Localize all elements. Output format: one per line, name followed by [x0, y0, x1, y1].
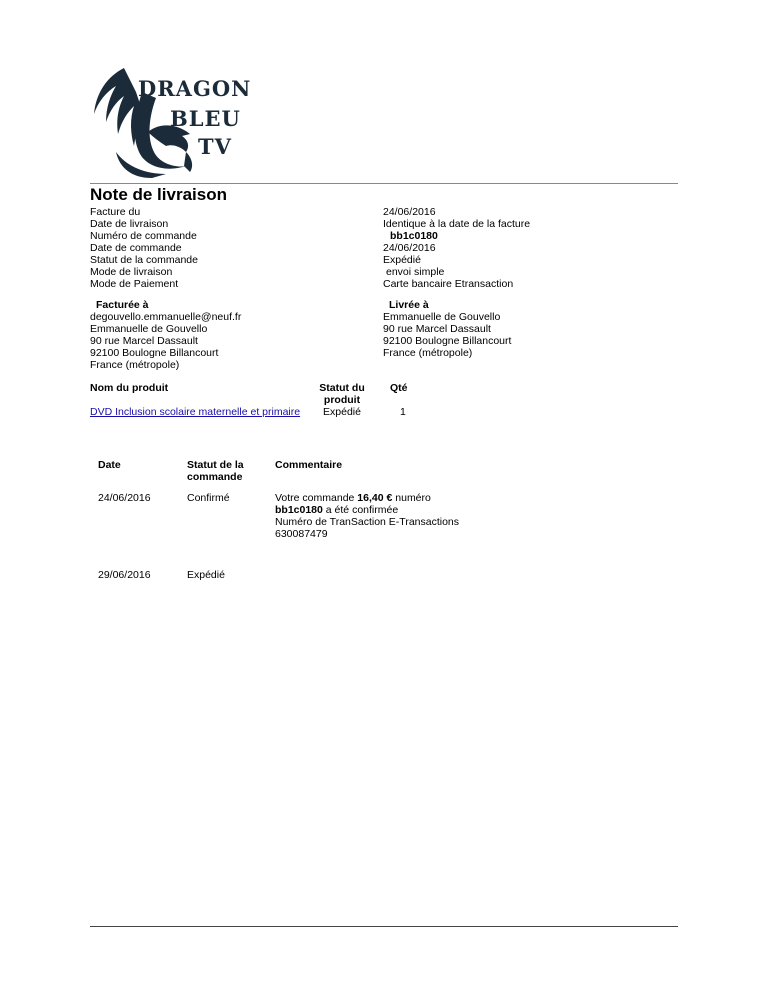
comment-amount: 16,40 € [357, 492, 393, 504]
product-qty-header: Qté [390, 382, 408, 394]
page-title: Note de livraison [90, 185, 227, 204]
history-row-date: 29/06/2016 [98, 569, 151, 581]
billing-line: Emmanuelle de Gouvello [90, 323, 208, 335]
product-status-header-line1: Statut du [319, 382, 365, 394]
comment-text: numéro [392, 492, 431, 504]
value-order-date: 24/06/2016 [383, 242, 436, 254]
label-order-status: Statut de la commande [90, 254, 198, 266]
billing-line: 92100 Boulogne Billancourt [90, 347, 219, 359]
value-delivery-mode: envoi simple [386, 266, 445, 278]
product-link[interactable]: DVD Inclusion scolaire maternelle et primaire [90, 406, 301, 418]
order-info-values [383, 206, 530, 290]
shipping-line: France (métropole) [383, 347, 473, 359]
value-invoice-date: 24/06/2016 [383, 206, 436, 218]
history-date-header: Date [98, 459, 121, 471]
history-status-header-line2: commande [187, 471, 243, 483]
history-row-date: 24/06/2016 [98, 492, 151, 504]
bottom-divider [90, 926, 678, 927]
shipping-address [383, 299, 511, 359]
top-divider [90, 183, 678, 184]
comment-transaction-number: 630087479 [275, 528, 328, 540]
dragon-bleu-logo [86, 62, 256, 182]
logo-line-1: DRAGON [138, 76, 252, 101]
order-info-labels [90, 206, 198, 290]
history-status-header-line1: Statut de la [187, 459, 244, 471]
comment-transaction-label: Numéro de TranSaction E-Transactions [275, 516, 460, 528]
shipping-heading: Livrée à [389, 299, 429, 311]
label-order-date: Date de commande [90, 242, 182, 254]
billing-line: degouvello.emmanuelle@neuf.fr [90, 311, 242, 323]
shipping-line: 92100 Boulogne Billancourt [383, 335, 512, 347]
billing-heading: Facturée à [96, 299, 149, 311]
value-delivery-date: Identique à la date de la facture [383, 218, 531, 230]
label-order-number: Numéro de commande [90, 230, 197, 242]
value-order-status: Expédié [383, 254, 421, 266]
logo-line-2: BLEU [170, 106, 241, 131]
product-qty: 1 [400, 406, 406, 418]
product-status-header [310, 382, 374, 406]
product-name-header: Nom du produit [90, 382, 169, 394]
history-row-comment [275, 492, 459, 540]
history-row-status: Confirmé [187, 492, 230, 504]
billing-address [90, 299, 241, 371]
logo-line-3: TV [198, 134, 232, 159]
history-comment-header: Commentaire [275, 459, 343, 471]
billing-line: 90 rue Marcel Dassault [90, 335, 198, 347]
billing-line: France (métropole) [90, 359, 180, 371]
product-status: Expédié [323, 406, 361, 418]
label-delivery-mode: Mode de livraison [90, 266, 173, 278]
value-order-number: bb1c0180 [390, 230, 438, 242]
shipping-line: 90 rue Marcel Dassault [383, 323, 491, 335]
comment-text: Votre commande [275, 492, 358, 504]
label-invoice-date: Facture du [90, 206, 141, 218]
product-status-header-line2: produit [323, 394, 361, 406]
shipping-line: Emmanuelle de Gouvello [383, 311, 501, 323]
label-delivery-date: Date de livraison [90, 218, 169, 230]
comment-text: a été confirmée [322, 504, 399, 516]
history-row-status: Expédié [187, 569, 225, 581]
label-payment-mode: Mode de Paiement [90, 278, 179, 290]
value-payment-mode: Carte bancaire Etransaction [383, 278, 514, 290]
comment-order-number: bb1c0180 [275, 504, 323, 516]
history-status-header [187, 459, 244, 483]
